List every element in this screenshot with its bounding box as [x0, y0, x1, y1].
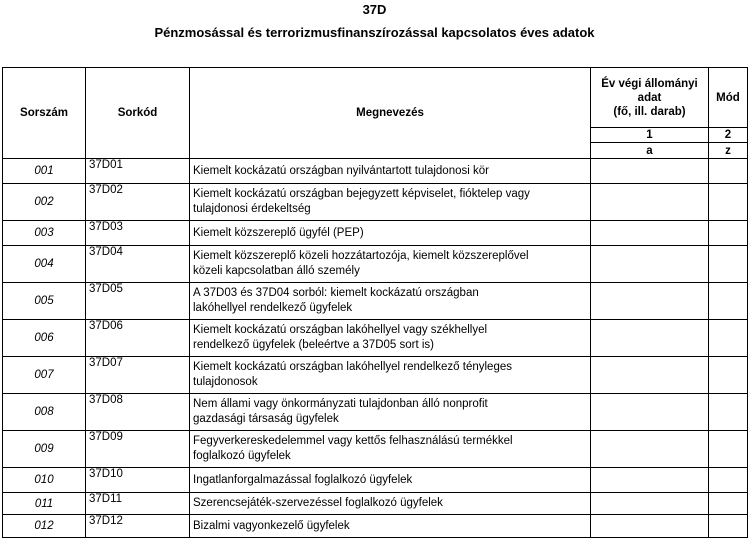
row-mod-cell[interactable]: [709, 246, 748, 283]
row-mod-cell[interactable]: [709, 159, 748, 184]
table-row: [3, 159, 748, 184]
row-megnevezes-line2: tulajdonosok: [193, 376, 258, 388]
row-megnevezes-line1: Ingatlanforgalmazással foglalkozó ügyfelek: [193, 473, 413, 486]
row-megnevezes-line2: gazdasági társaság ügyfelek: [193, 413, 339, 425]
row-sorszam: 006: [3, 320, 86, 357]
row-mod-cell[interactable]: [709, 357, 748, 394]
row-megnevezes-line2: lakóhellyel rendelkező ügyfelek: [193, 302, 353, 314]
table-row: [3, 468, 748, 493]
row-ev-vegi-value-cell[interactable]: [591, 221, 709, 246]
row-sorszam: 011: [3, 493, 86, 515]
row-ev-vegi-value-cell[interactable]: [591, 357, 709, 394]
row-sorszam: 004: [3, 246, 86, 283]
row-megnevezes-line1: Kiemelt kockázatú országban lakóhellyel rendelkező tényleges: [193, 361, 512, 373]
row-megnevezes: [190, 221, 591, 246]
row-ev-vegi-value-cell[interactable]: [591, 493, 709, 515]
row-megnevezes: [190, 283, 591, 320]
row-ev-vegi-value-cell[interactable]: [591, 431, 709, 468]
row-sorkod: 37D08: [86, 394, 190, 431]
row-sorkod: 37D05: [86, 283, 190, 320]
row-sorkod: 37D01: [86, 159, 190, 184]
row-sorszam: 005: [3, 283, 86, 320]
data-table: [2, 67, 748, 538]
row-ev-vegi-value-cell[interactable]: [591, 246, 709, 283]
table-row: [3, 493, 748, 515]
row-sorkod: 37D07: [86, 357, 190, 394]
row-sorkod: 37D03: [86, 221, 190, 246]
row-sorkod: 37D06: [86, 320, 190, 357]
row-megnevezes: [190, 357, 591, 394]
col-number-1: 1: [591, 128, 709, 143]
row-megnevezes-line1: Kiemelt közszereplő ügyfél (PEP): [193, 226, 364, 239]
row-mod-cell[interactable]: [709, 431, 748, 468]
row-ev-vegi-value-cell[interactable]: [591, 515, 709, 538]
col-header-megnevezes: Megnevezés: [190, 68, 591, 159]
form-code: 37D: [362, 2, 387, 17]
row-megnevezes-line2: foglalkozó ügyfelek: [193, 450, 291, 462]
row-mod-cell[interactable]: [709, 394, 748, 431]
row-sorkod: 37D12: [86, 515, 190, 538]
row-ev-vegi-value-cell[interactable]: [591, 184, 709, 221]
row-ev-vegi-value-cell[interactable]: [591, 394, 709, 431]
row-ev-vegi-value-cell[interactable]: [591, 320, 709, 357]
row-megnevezes-line2: rendelkező ügyfelek (beleértve a 37D05 sort is): [193, 339, 434, 351]
col-number-2: 2: [709, 128, 748, 143]
row-ev-vegi-value-cell[interactable]: [591, 468, 709, 493]
row-sorszam: 007: [3, 357, 86, 394]
row-megnevezes: [190, 431, 591, 468]
row-megnevezes: [190, 468, 591, 493]
col-header-mod: Mód: [709, 68, 748, 128]
row-megnevezes: [190, 493, 591, 515]
col-header-sorkod: Sorkód: [86, 68, 190, 159]
row-sorszam: 008: [3, 394, 86, 431]
row-sorkod: 37D09: [86, 431, 190, 468]
row-mod-cell[interactable]: [709, 515, 748, 538]
col-type-1: a: [591, 143, 709, 159]
row-megnevezes-line1: Kiemelt kockázatú országban bejegyzett képviselet, fióktelep vagy: [193, 188, 530, 200]
row-megnevezes: [190, 394, 591, 431]
row-megnevezes-line2: közeli kapcsolatban álló személy: [193, 265, 360, 277]
table-row: [3, 221, 748, 246]
row-sorkod: 37D10: [86, 468, 190, 493]
row-sorszam: 001: [3, 159, 86, 184]
row-megnevezes-line1: Fegyverkereskedelemmel vagy kettős felhasználású termékkel: [193, 435, 513, 447]
row-mod-cell[interactable]: [709, 221, 748, 246]
row-sorszam: 003: [3, 221, 86, 246]
row-megnevezes: [190, 184, 591, 221]
row-megnevezes-line1: Kiemelt közszereplő közeli hozzátartozója, kiemelt közszereplővel: [193, 250, 529, 262]
table-row: [3, 184, 748, 221]
col-header-ev-vegi-line3: (fő, ill. darab): [613, 105, 686, 118]
col-header-ev-vegi: [591, 68, 709, 128]
row-sorkod: 37D02: [86, 184, 190, 221]
col-type-2: z: [709, 143, 748, 159]
col-header-ev-vegi-line2: adat: [637, 91, 662, 104]
row-mod-cell[interactable]: [709, 468, 748, 493]
row-sorszam: 002: [3, 184, 86, 221]
row-megnevezes-line2: tulajdonosi érdekeltség: [193, 203, 311, 215]
table-row: [3, 246, 748, 283]
row-sorkod: 37D11: [86, 493, 190, 515]
row-mod-cell[interactable]: [709, 184, 748, 221]
table-row: [3, 283, 748, 320]
row-mod-cell[interactable]: [709, 320, 748, 357]
table-row: [3, 515, 748, 538]
table-row: [3, 431, 748, 468]
table-row: [3, 394, 748, 431]
col-header-sorszam: Sorszám: [3, 68, 86, 159]
row-megnevezes-line1: A 37D03 és 37D04 sorból: kiemelt kockázatú országban: [193, 287, 479, 299]
table-row: [3, 320, 748, 357]
row-sorszam: 010: [3, 468, 86, 493]
row-mod-cell[interactable]: [709, 493, 748, 515]
row-megnevezes: [190, 320, 591, 357]
row-megnevezes-line1: Kiemelt kockázatú országban nyilvántartott tulajdonosi kör: [193, 164, 489, 177]
row-mod-cell[interactable]: [709, 283, 748, 320]
row-ev-vegi-value-cell[interactable]: [591, 159, 709, 184]
row-sorkod: 37D04: [86, 246, 190, 283]
row-megnevezes-line1: Kiemelt kockázatú országban lakóhellyel vagy székhellyel: [193, 324, 488, 336]
table-row: [3, 357, 748, 394]
row-sorszam: 009: [3, 431, 86, 468]
row-megnevezes-line1: Bizalmi vagyonkezelő ügyfelek: [193, 519, 350, 532]
page-title: Pénzmosással és terrorizmusfinanszírozással kapcsolatos éves adatok: [154, 25, 595, 40]
row-megnevezes: [190, 515, 591, 538]
row-megnevezes: [190, 246, 591, 283]
row-megnevezes-line1: Szerencsejáték-szervezéssel foglalkozó ügyfelek: [193, 497, 443, 509]
row-megnevezes: [190, 159, 591, 184]
col-header-ev-vegi-line1: Év végi állományi: [601, 77, 698, 90]
row-megnevezes-line1: Nem állami vagy önkormányzati tulajdonban álló nonprofit: [193, 398, 488, 410]
row-sorszam: 012: [3, 515, 86, 538]
row-ev-vegi-value-cell[interactable]: [591, 283, 709, 320]
